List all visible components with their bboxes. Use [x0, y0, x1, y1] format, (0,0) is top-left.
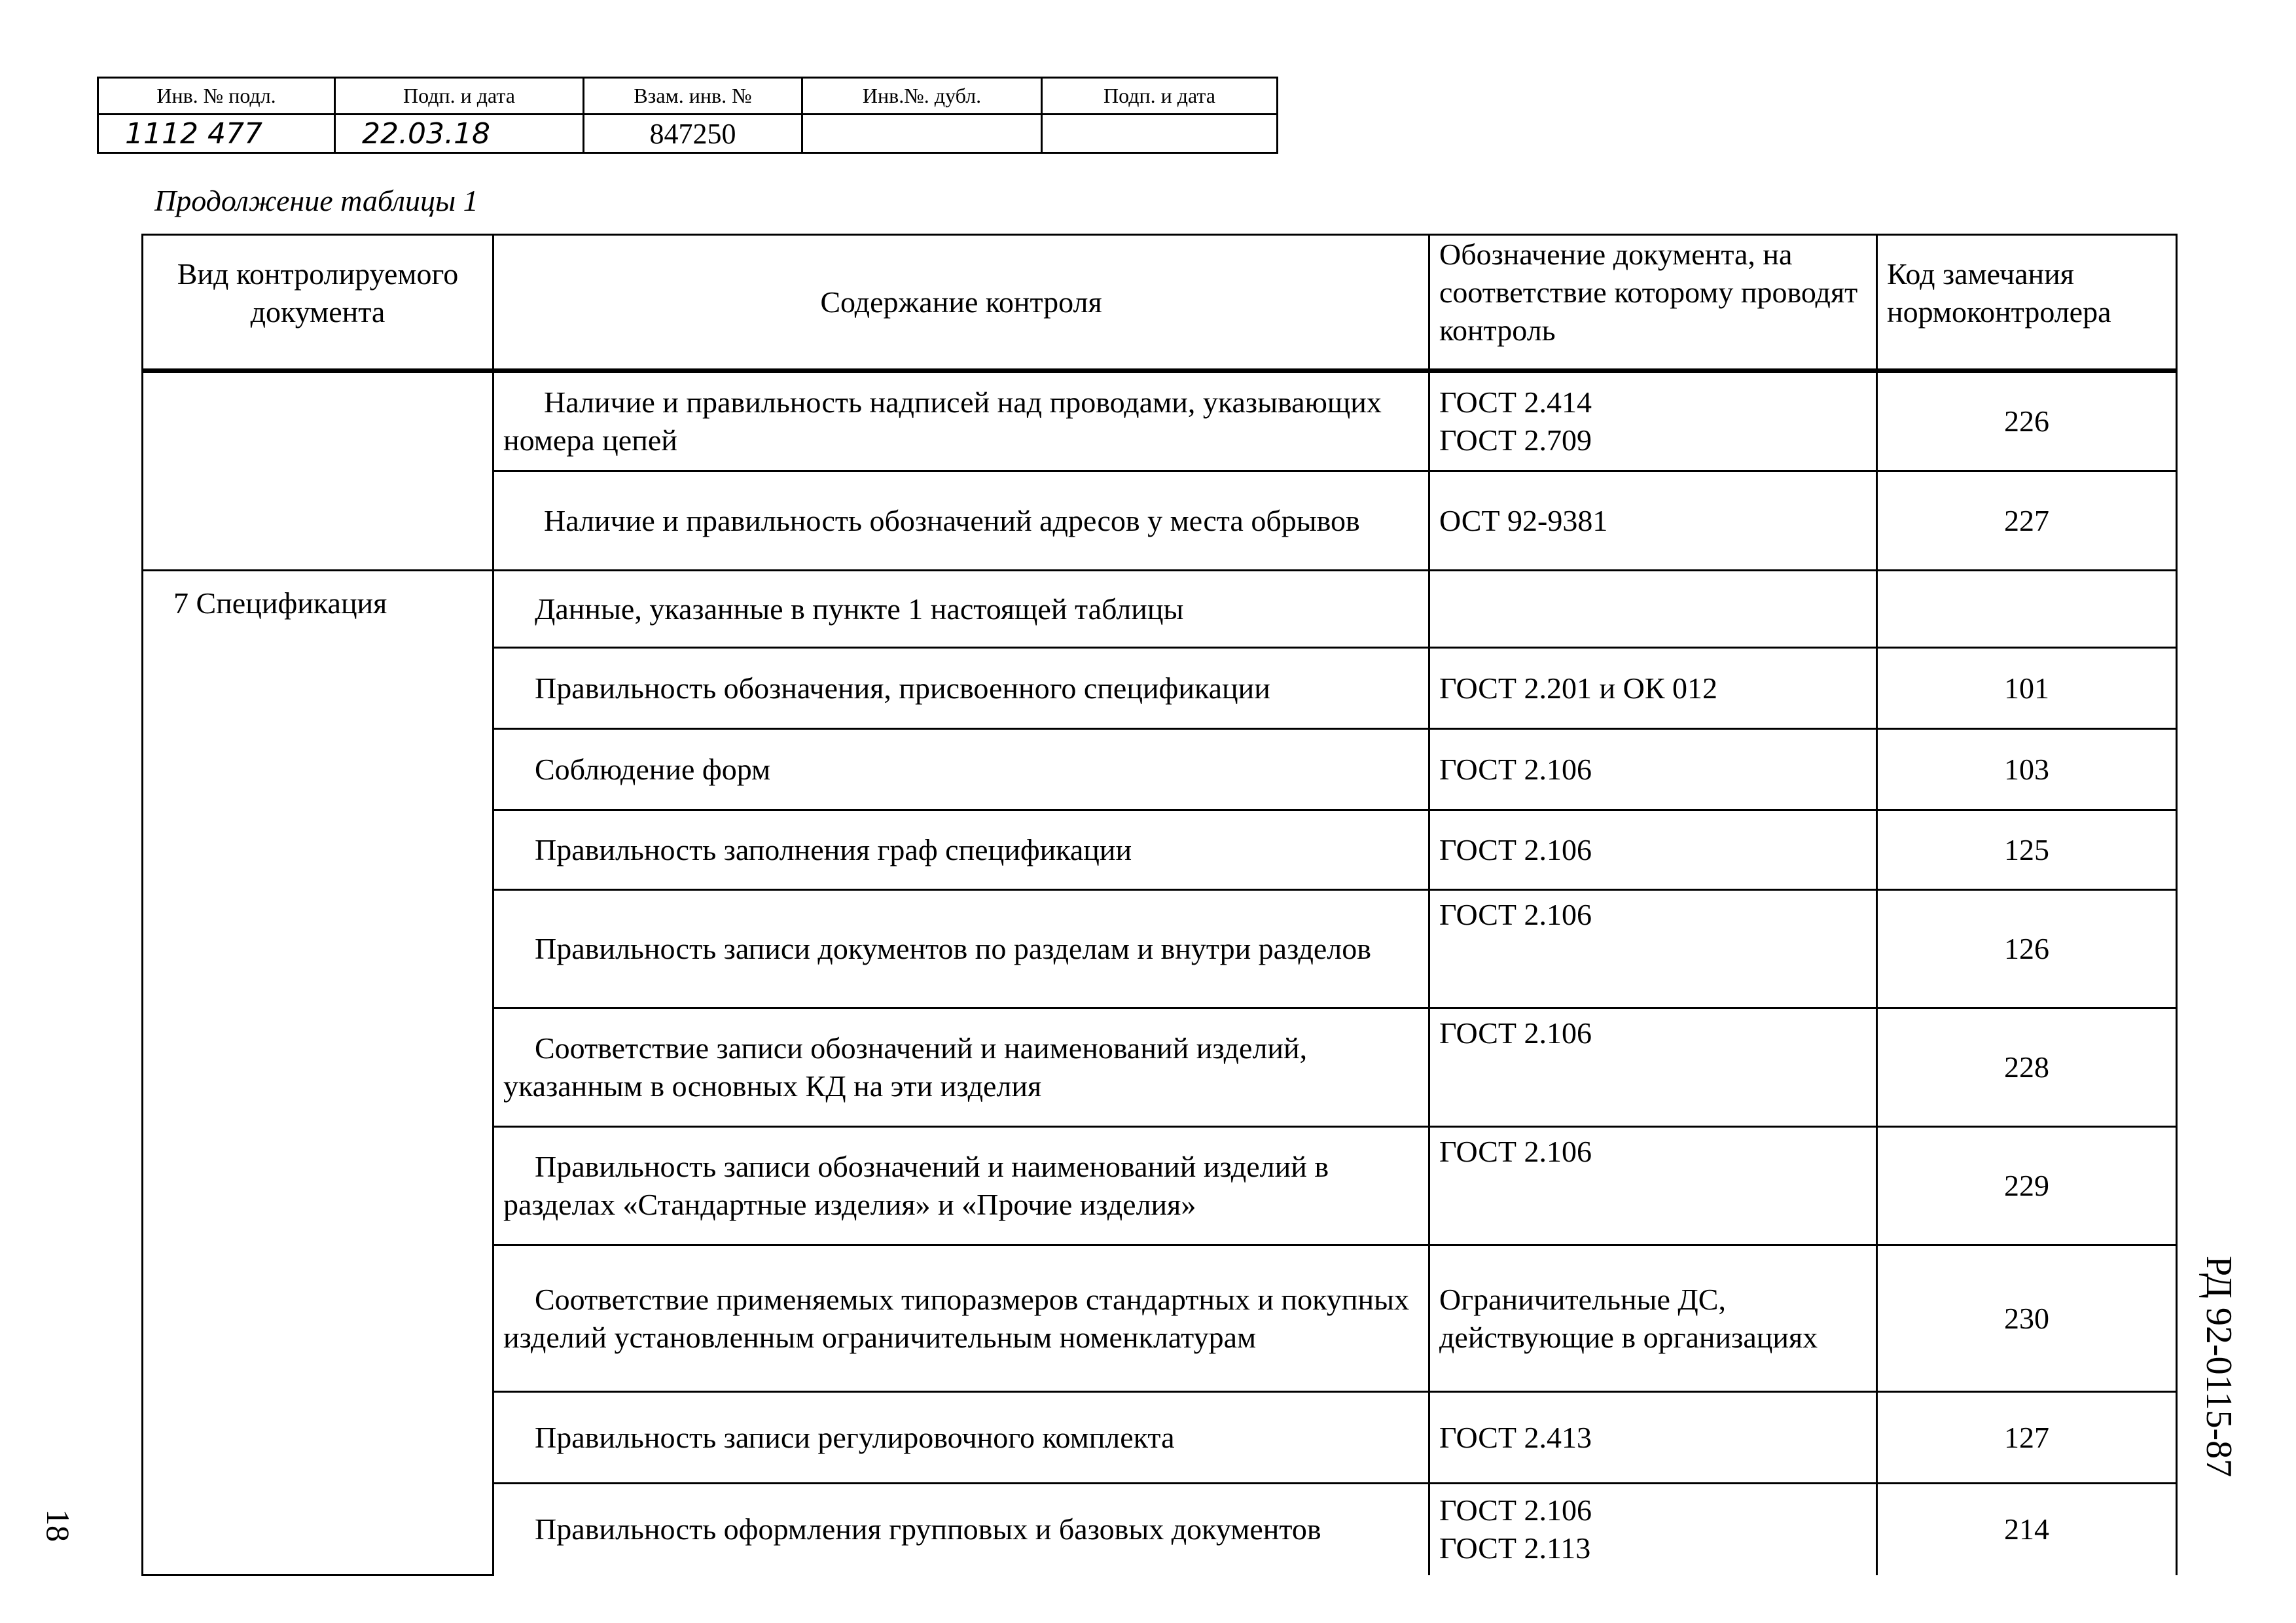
row-code: 228 — [1877, 1008, 2177, 1127]
stamp-replacement-number: 847250 — [584, 115, 802, 153]
row-code: 230 — [1877, 1245, 2177, 1392]
stamp-signature-date: 22.03.18 — [335, 115, 584, 153]
table-header-row — [143, 235, 2177, 371]
row-document — [1429, 571, 1877, 648]
stamp-header: Подп. и дата — [1042, 78, 1278, 115]
document-code: РД 92-0115-87 — [2198, 1255, 2239, 1478]
stamp-header: Подп. и дата — [335, 78, 584, 115]
approval-stamp-table — [97, 77, 1278, 154]
page-number: 18 — [40, 1509, 77, 1542]
table-row — [143, 571, 2177, 648]
row-code: 125 — [1877, 810, 2177, 890]
row-document: ГОСТ 2.106 ГОСТ 2.113 — [1429, 1484, 1877, 1575]
table-caption: Продолжение таблицы 1 — [154, 184, 478, 217]
header-remark-code: Код замечания нормоконтролера — [1877, 235, 2177, 371]
row-content: Данные, указанные в пункте 1 настоящей таблицы — [535, 592, 1184, 626]
row-content: Соблюдение форм — [535, 752, 771, 786]
row-content: Правильность записи регулировочного комплекта — [535, 1420, 1175, 1454]
row-content: Правильность записи обозначений и наименований изделий в разделах «Стандартные изделия» и «Прочие изделия» — [503, 1150, 1329, 1221]
stamp-duplicate-number — [802, 115, 1042, 153]
empty-section-cell — [143, 371, 493, 571]
row-code: 101 — [1877, 648, 2177, 729]
row-content: Правильность заполнения граф спецификации — [535, 832, 1132, 866]
row-document: ГОСТ 2.106 — [1429, 1127, 1877, 1245]
row-document: ОСТ 92-9381 — [1429, 471, 1877, 571]
header-document-type: Вид контролируемого документа — [143, 235, 493, 371]
row-content: Правильность записи документов по разделам и внутри разделов — [535, 932, 1371, 965]
row-code: 226 — [1877, 371, 2177, 471]
header-control-content: Содержание контроля — [493, 235, 1429, 371]
stamp-inventory-number: 1112 477 — [98, 115, 335, 153]
row-code: 127 — [1877, 1392, 2177, 1484]
row-document: ГОСТ 2.413 — [1429, 1392, 1877, 1484]
row-code: 227 — [1877, 471, 2177, 571]
row-document: ГОСТ 2.201 и ОК 012 — [1429, 648, 1877, 729]
row-content: Правильность обозначения, присвоенного спецификации — [535, 671, 1270, 705]
stamp-header: Взам. инв. № — [584, 78, 802, 115]
control-table — [141, 234, 2178, 1576]
row-content: Соответствие записи обозначений и наименований изделий, указанным в основных КД на эти изделия — [503, 1031, 1308, 1103]
row-code: 103 — [1877, 729, 2177, 810]
header-document-designation: Обозначение документа, на соответствие которому проводят контроль — [1429, 235, 1877, 371]
row-code: 214 — [1877, 1484, 2177, 1575]
row-document: ГОСТ 2.106 — [1429, 890, 1877, 1008]
row-code — [1877, 571, 2177, 648]
row-content: Правильность оформления групповых и базовых документов — [535, 1512, 1321, 1546]
row-document: ГОСТ 2.106 — [1429, 1008, 1877, 1127]
row-code: 126 — [1877, 890, 2177, 1008]
stamp-signature-date-2 — [1042, 115, 1278, 153]
section-label: 7 Спецификация — [143, 571, 493, 1575]
table-row — [143, 371, 2177, 471]
row-content: Соответствие применяемых типоразмеров стандартных и покупных изделий установленным ограничительным номенклатурам — [503, 1282, 1409, 1354]
row-document: ГОСТ 2.106 — [1429, 729, 1877, 810]
row-content: Наличие и правильность надписей над проводами, указывающих номера цепей — [503, 385, 1382, 457]
row-document: ГОСТ 2.106 — [1429, 810, 1877, 890]
row-content: Наличие и правильность обозначений адресов у места обрывов — [544, 503, 1360, 537]
stamp-header: Инв.№. дубл. — [802, 78, 1042, 115]
stamp-header: Инв. № подл. — [98, 78, 335, 115]
row-document: ГОСТ 2.414 ГОСТ 2.709 — [1429, 371, 1877, 471]
row-code: 229 — [1877, 1127, 2177, 1245]
row-document: Ограничительные ДС, действующие в организациях — [1429, 1245, 1877, 1392]
